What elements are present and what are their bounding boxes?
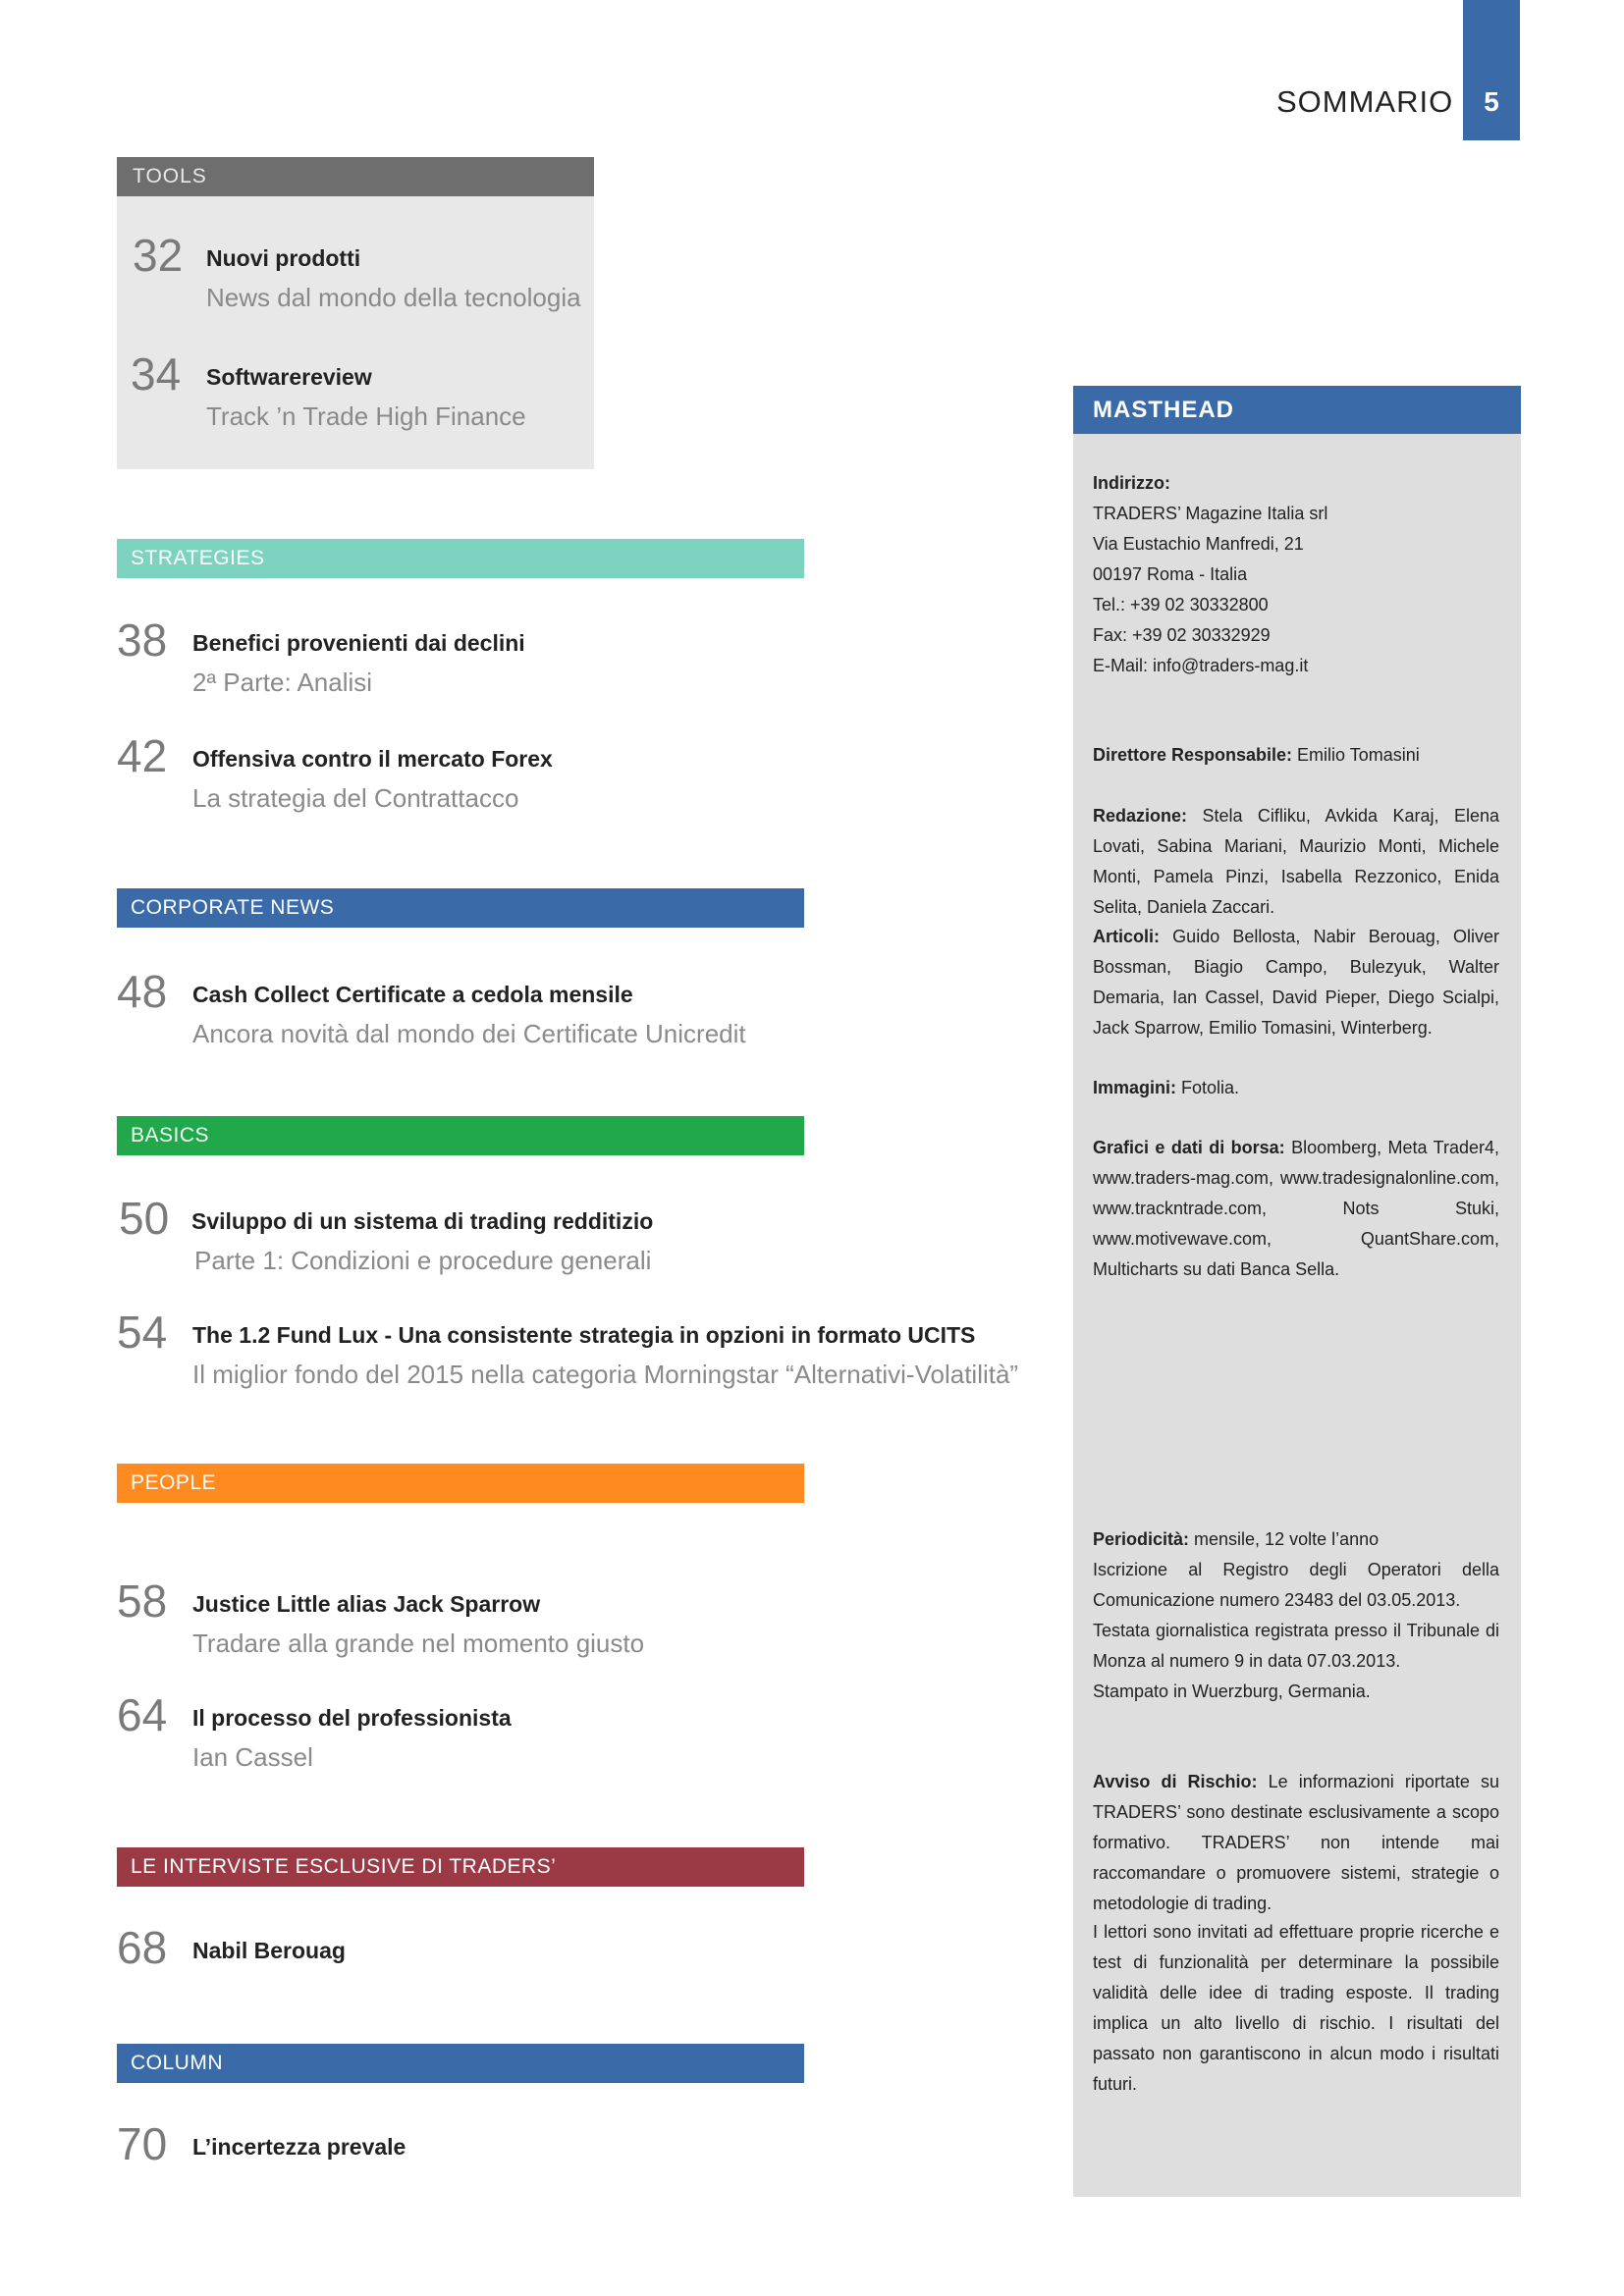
- entry-subtitle: Ancora novità dal mondo dei Certificate Unicredit: [192, 1019, 746, 1048]
- printed-text: Stampato in Wuerzburg, Germania.: [1093, 1682, 1371, 1701]
- entry-page-number: 38: [117, 614, 168, 666]
- masthead-readers-note: I lettori sono invitati ad effettuare proprie ricerche e test di funzionalità per determinare la possibile validità delle idee di trading esposte. Il trading implica un alto livello di rischio. I risultati del passato non garantiscono in alcun modo i risultati futuri.: [1093, 1922, 1499, 2094]
- address-line: Tel.: +39 02 30332800: [1093, 595, 1269, 614]
- masthead-address: [1093, 468, 1499, 681]
- entry-subtitle: Track ’n Trade High Finance: [206, 401, 526, 431]
- entry-subtitle: Il miglior fondo del 2015 nella categoria Morningstar “Alternativi-Volatilità”: [192, 1360, 1019, 1389]
- entry-subtitle: Tradare alla grande nel momento giusto: [192, 1629, 645, 1658]
- entry-title: Il processo del professionista: [192, 1705, 512, 1731]
- periodicity-text: mensile, 12 volte l’anno: [1189, 1529, 1380, 1549]
- risk-text: Le informazioni riportate su TRADERS’ sono destinate esclusivamente a scopo formativo. TRADERS’ non intende mai raccomandare o promuovere sistemi, strategie o metodologie di trading.: [1093, 1772, 1499, 1913]
- interviews-band: LE INTERVISTE ESCLUSIVE DI TRADERS’: [117, 1847, 804, 1887]
- masthead-articles: [1093, 922, 1499, 1043]
- toc-entry[interactable]: [117, 732, 804, 821]
- address-line: Fax: +39 02 30332929: [1093, 625, 1271, 645]
- address-line: Via Eustachio Manfredi, 21: [1093, 534, 1304, 554]
- entry-page-number: 64: [117, 1689, 168, 1740]
- strategies-band: STRATEGIES: [117, 539, 804, 578]
- entry-page-number: 34: [131, 348, 182, 400]
- articles-label: Articoli:: [1093, 927, 1161, 946]
- editorial-label: Redazione:: [1093, 806, 1188, 826]
- entry-title: Softwarereview: [206, 364, 372, 390]
- entry-page-number: 48: [117, 966, 168, 1017]
- address-label: Indirizzo:: [1093, 473, 1170, 493]
- toc-entry[interactable]: [133, 232, 584, 320]
- toc-entry[interactable]: [131, 350, 582, 439]
- basics-band: BASICS: [117, 1116, 804, 1155]
- corporate-news-band: CORPORATE NEWS: [117, 888, 804, 928]
- address-line: 00197 Roma - Italia: [1093, 564, 1248, 584]
- tools-band: TOOLS: [117, 157, 594, 196]
- masthead-charts: [1093, 1133, 1499, 1285]
- entry-title: Nuovi prodotti: [206, 245, 361, 271]
- entry-subtitle: Parte 1: Condizioni e procedure generali: [194, 1246, 652, 1275]
- entry-subtitle: 2ª Parte: Analisi: [192, 667, 373, 697]
- periodicity-label: Periodicità:: [1093, 1529, 1190, 1549]
- toc-entry[interactable]: [117, 1307, 1019, 1397]
- entry-page-number: 58: [117, 1575, 168, 1627]
- charts-sources: Bloomberg, Meta Trader4, www.traders-mag.com, www.tradesignalonline.com, www.trackntrade.com, Nots Stuki, www.motivewave.com, QuantShare.com, Multicharts su dati Banca Sella.: [1093, 1138, 1499, 1279]
- entry-page-number: 32: [133, 230, 184, 281]
- testata-text: Testata giornalistica registrata presso il Tribunale di Monza al numero 9 in data 07.03.2013.: [1093, 1621, 1499, 1671]
- images-source: Fotolia.: [1176, 1078, 1240, 1097]
- entry-subtitle: News dal mondo della tecnologia: [206, 283, 581, 312]
- entry-subtitle: Ian Cassel: [192, 1742, 313, 1772]
- masthead-director: [1093, 740, 1499, 771]
- entry-title: Justice Little alias Jack Sparrow: [192, 1591, 541, 1617]
- entry-page-number: 70: [117, 2118, 168, 2169]
- entry-page-number: 50: [119, 1193, 170, 1244]
- entry-page-number: 54: [117, 1307, 168, 1358]
- editorial-names: Stela Cifliku, Avkida Karaj, Elena Lovati, Sabina Mariani, Maurizio Monti, Michele Monti, Pamela Pinzi, Isabella Rezzonico, Enida Selita, Daniela Zaccari.: [1093, 806, 1499, 917]
- director-name: Emilio Tomasini: [1292, 745, 1420, 765]
- toc-entry[interactable]: [117, 1691, 804, 1780]
- tools-section: [117, 157, 594, 469]
- entry-title: Nabil Berouag: [192, 1938, 346, 1963]
- images-label: Immagini:: [1093, 1078, 1177, 1097]
- registration-text: Iscrizione al Registro degli Operatori della Comunicazione numero 23483 del 03.05.2013.: [1093, 1560, 1499, 1610]
- entry-title: Benefici provenienti dai declini: [192, 630, 525, 656]
- toc-entry[interactable]: [117, 2120, 804, 2179]
- address-line: TRADERS’ Magazine Italia srl: [1093, 504, 1328, 523]
- entry-title: L’incertezza prevale: [192, 2134, 406, 2160]
- masthead-images: [1093, 1073, 1499, 1103]
- entry-subtitle: La strategia del Contrattacco: [192, 783, 519, 813]
- entry-title: Cash Collect Certificate a cedola mensile: [192, 982, 633, 1007]
- page-number-tab: [1463, 0, 1520, 140]
- toc-entry[interactable]: [117, 616, 804, 705]
- entry-title: Offensiva contro il mercato Forex: [192, 746, 553, 772]
- director-label: Direttore Responsabile:: [1093, 745, 1293, 765]
- articles-names: Guido Bellosta, Nabir Berouag, Oliver Bossman, Biagio Campo, Bulezyuk, Walter Demaria, Ian Cassel, David Pieper, Diego Scialpi, Jack Sparrow, Emilio Tomasini, Winterberg.: [1093, 927, 1499, 1038]
- people-band: PEOPLE: [117, 1464, 804, 1503]
- entry-page-number: 42: [117, 730, 168, 781]
- charts-label: Grafici e dati di borsa:: [1093, 1138, 1285, 1157]
- entry-page-number: 68: [117, 1922, 168, 1973]
- masthead-risk: [1093, 1767, 1499, 1919]
- masthead-title: MASTHEAD: [1073, 386, 1521, 434]
- entry-title: Sviluppo di un sistema di trading redditizio: [191, 1208, 654, 1234]
- toc-entry[interactable]: [117, 1577, 804, 1666]
- masthead-editorial: [1093, 801, 1499, 923]
- toc-entry[interactable]: [117, 1924, 804, 1983]
- section-title: SOMMARIO: [1276, 84, 1454, 119]
- toc-entry[interactable]: [119, 1195, 806, 1283]
- page-number: 5: [1484, 86, 1499, 117]
- column-band: COLUMN: [117, 2044, 804, 2083]
- address-email: E-Mail: info@traders-mag.it: [1093, 656, 1309, 675]
- risk-label: Avviso di Rischio:: [1093, 1772, 1258, 1791]
- masthead-panel: [1073, 386, 1521, 2197]
- toc-entry[interactable]: [117, 968, 804, 1056]
- entry-title: The 1.2 Fund Lux - Una consistente strategia in opzioni in formato UCITS: [192, 1322, 976, 1348]
- masthead-periodicity: [1093, 1524, 1499, 1707]
